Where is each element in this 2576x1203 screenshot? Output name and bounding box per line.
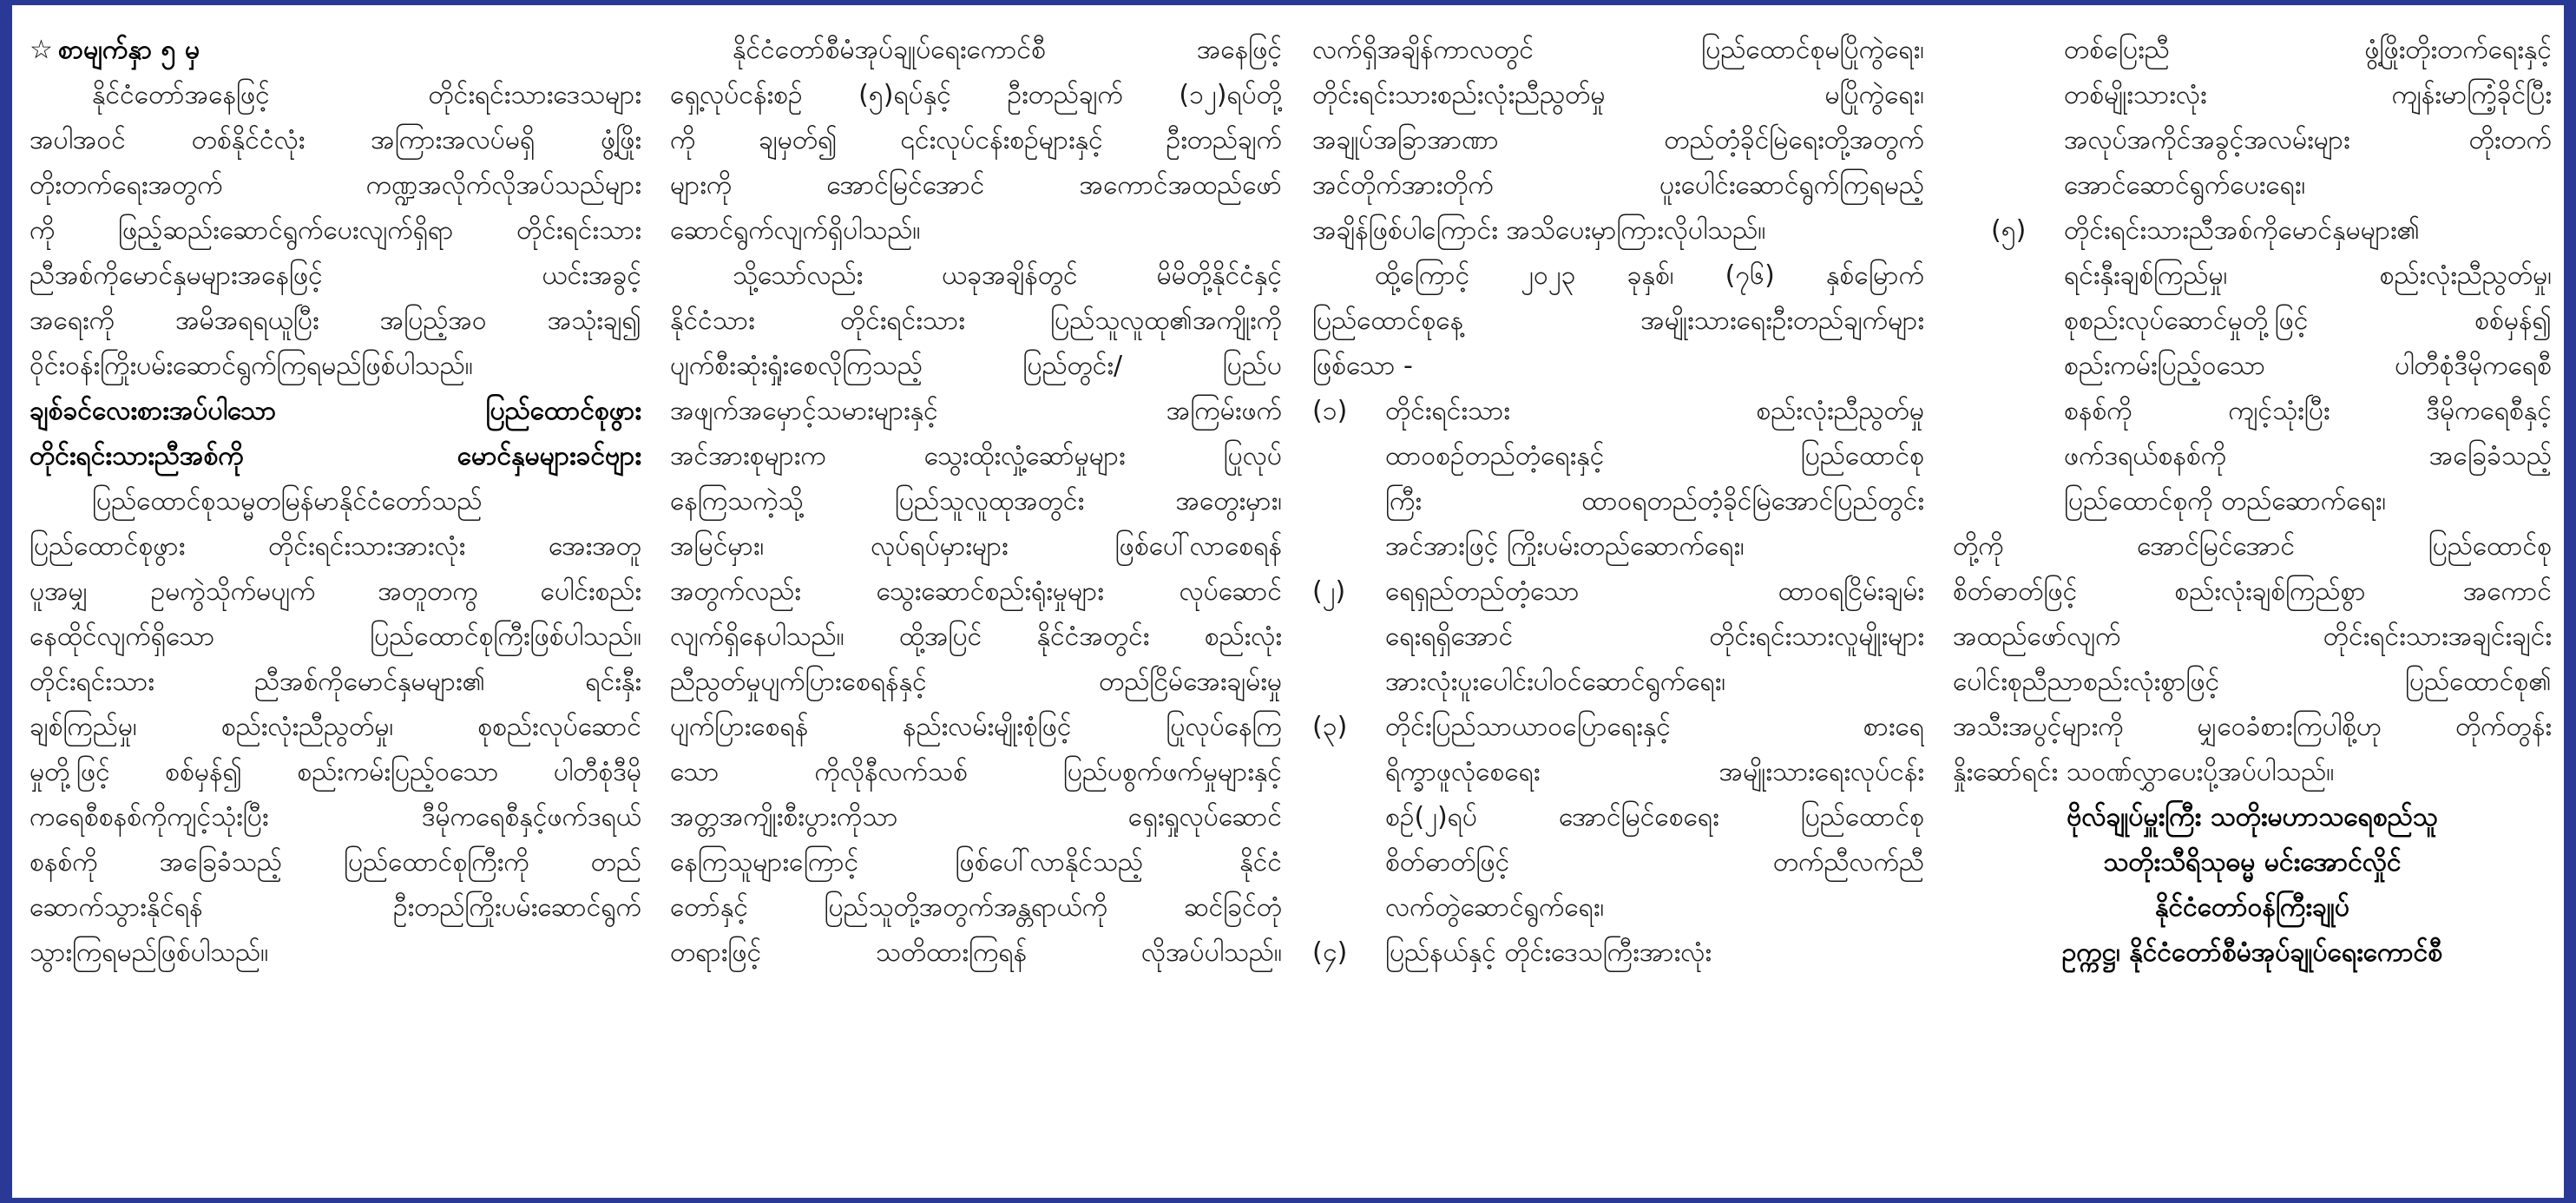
list-item-1	[1312, 389, 1924, 434]
continuation-heading-text: စာမျက်နှာ ၅ မှ	[57, 35, 200, 65]
text-line: ညီအစ်ကိုမောင်နှမများအနေဖြင့် ယင်းအခွင့်	[30, 260, 641, 291]
text-line: ကြီး ထာဝရတည်တံ့ခိုင်မြဲအောင်ပြည်တွင်း	[1385, 486, 1924, 516]
text-line: အမြင်မှား၊ လုပ်ရပ်မှားများ ဖြစ်ပေါ်လာစေရန်	[670, 531, 1282, 562]
text-line: ဖြစ်သော -	[1312, 351, 1413, 381]
text-line: တိုင်းရင်းသား ညီအစ်ကိုမောင်နှမများ၏ ရင်းနှီး	[30, 667, 641, 697]
text-line: အပါအဝင် တစ်နိုင်ငံလုံး အကြားအလပ်မရှိ ဖွံ့ဖြိုး	[30, 125, 641, 155]
text-line: ဆောက်သွားနိုင်ရန် ဦးတည်ကြိုးပမ်းဆောင်ရွက်	[30, 892, 641, 923]
text-line: အရေးကို အမိအရရယူပြီး အပြည့်အဝ အသုံးချ၍	[30, 306, 641, 336]
text-line: အထည်ဖော်လျက် တိုင်းရင်းသားအချင်းချင်း	[1953, 621, 2552, 652]
text-line: ဖက်ဒရယ်စနစ်ကို အခြေခံသည့်	[2064, 441, 2552, 471]
text-line: ရှေ့လုပ်ငန်းစဉ် (၅)ရပ်နှင့် ဦးတည်ချက် (၁၂)ရပ်တို့	[670, 80, 1282, 110]
text-line: တော်နှင့် ပြည်သူတို့အတွက်အန္တရာယ်ကို ဆင်ခြင်တုံ	[670, 892, 1282, 923]
text-line: ဆောင်ရွက်လျက်ရှိပါသည်။	[670, 215, 921, 246]
text-line: မှုတို့ဖြင့် စစ်မှန်၍ စည်းကမ်းပြည့်ဝသော ပါတီစုံဒီမို	[30, 757, 641, 787]
text-line: အချိန်ဖြစ်ပါကြောင်း အသိပေးမှာကြားလိုပါသည်။	[1312, 215, 1766, 246]
signature-title: ဗိုလ်ချုပ်မှူးကြီး သတိုးမဟာသရေစည်သူ	[2067, 802, 2438, 832]
continuation-heading	[30, 28, 641, 73]
text-line: သို့သော်လည်း ယခုအချိန်တွင် မိမိတို့နိုင်ငံနှင့်	[733, 260, 1282, 291]
list-number: (၂)	[1312, 576, 1346, 607]
list-text: ရေရှည်တည်တံ့သော ထာဝရငြိမ်းချမ်း	[1385, 576, 1924, 607]
list-number: (၁)	[1312, 396, 1348, 426]
text-line: ပြည်ထောင်စုနေ့ အမျိုးသားရေးဦးတည်ချက်များ	[1312, 306, 1924, 336]
text-line: ကရေစီစနစ်ကိုကျင့်သုံးပြီး ဒီမိုကရေစီနှင့်ဖက်ဒရယ်	[30, 802, 641, 832]
text-line: အောင်ဆောင်ရွက်ပေးရေး၊	[2064, 170, 2306, 200]
text-line: နေကြသကဲ့သို့ ပြည်သူလူထုအတွင်း အတွေးမှား၊	[670, 486, 1282, 516]
subheading: တိုင်းရင်းသားညီအစ်ကို မောင်နှမများခင်ဗျား	[30, 441, 641, 471]
text-line: ဝိုင်းဝန်းကြိုးပမ်းဆောင်ရွက်ကြရမည်ဖြစ်ပါသည်။	[30, 351, 473, 381]
text-line: စနစ်ကို အခြေခံသည့် ပြည်ထောင်စုကြီးကို တည်	[30, 847, 641, 878]
text-line: နှိုးဆော်ရင်း သဝဏ်လွှာပေးပို့အပ်ပါသည်။	[1953, 757, 2335, 787]
text-line: နိုင်ငံတော်စီမံအုပ်ချုပ်ရေးကောင်စီ အနေဖြင့်	[733, 35, 1282, 65]
text-line: သော ကိုလိုနီလက်သစ် ပြည်ပစွက်ဖက်မှုများနှင့်	[670, 757, 1282, 787]
list-number: (၃)	[1312, 712, 1348, 742]
text-line: အင်တိုက်အားတိုက် ပူးပေါင်းဆောင်ရွက်ကြရမည့်	[1312, 170, 1924, 200]
text-line: ပြည်ထောင်စုဖွား တိုင်းရင်းသားအားလုံး အေးအတူ	[30, 531, 641, 562]
text-line: များကို အောင်မြင်အောင် အကောင်အထည်ဖော်	[670, 170, 1282, 200]
text-line: ပျက်ပြားစေရန် နည်းလမ်းမျိုးစုံဖြင့် ပြုလုပ်နေကြ	[670, 712, 1282, 742]
text-line: ချစ်ကြည်မှု၊ စည်းလုံးညီညွတ်မှု၊ စုစည်းလုပ်ဆောင်	[30, 712, 641, 742]
text-line: ပြည်ထောင်စုကို တည်ဆောက်ရေး၊	[2064, 486, 2387, 516]
newspaper-page	[12, 5, 2564, 1198]
signature-position: နိုင်ငံတော်ဝန်ကြီးချုပ်	[2154, 892, 2350, 923]
text-line: အတွက်လည်း သွေးဆောင်စည်းရုံးမှုများ လုပ်ဆောင်	[670, 576, 1282, 607]
text-line: အားလုံးပူးပေါင်းပါဝင်ဆောင်ရွက်ရေး၊	[1385, 667, 1726, 697]
column-3	[1312, 28, 1924, 1186]
text-line: တစ်ပြေးညီ ဖွံ့ဖြိုးတိုးတက်ရေးနှင့်	[2064, 35, 2552, 65]
text-line: ကို ဖြည့်ဆည်းဆောင်ရွက်ပေးလျက်ရှိရာ တိုင်းရင်းသား	[30, 215, 641, 246]
text-line: နိုင်ငံသား တိုင်းရင်းသား ပြည်သူလူထု၏အကျိုးကို	[670, 306, 1282, 336]
text-line: အသီးအပွင့်များကို မျှဝေခံစားကြပါစို့ဟု တိုက်တွန်း	[1953, 712, 2552, 742]
text-line: ထာဝစဉ်တည်တံ့ရေးနှင့် ပြည်ထောင်စု	[1385, 441, 1924, 471]
signature-name: သတိုးသီရိသုဓမ္မ မင်းအောင်လှိုင်	[2103, 847, 2402, 878]
text-line: နေကြသူများကြောင့် ဖြစ်ပေါ်လာနိုင်သည့် နိုင်ငံ	[670, 847, 1282, 878]
text-line: အဖျက်အမှောင့်သမားများနှင့် အကြမ်းဖက်	[670, 396, 1282, 426]
text-line: စိတ်ဓာတ်ဖြင့် တက်ညီလက်ညီ	[1385, 847, 1924, 878]
list-text: ပြည်နယ်နှင့် တိုင်းဒေသကြီးအားလုံး	[1385, 937, 1712, 968]
text-line: ပြည်ထောင်စုသမ္မတမြန်မာနိုင်ငံတော်သည်	[92, 486, 483, 516]
text-line: တိုးတက်ရေးအတွက် ကဏ္ဍအလိုက်လိုအပ်သည်များ	[30, 170, 641, 200]
text-line: တစ်မျိုးသားလုံး ကျန်းမာကြံ့ခိုင်ပြီး	[2064, 80, 2552, 110]
text-line: အတ္တအကျိုးစီးပွားကိုသာ ရှေးရှုလုပ်ဆောင်	[670, 802, 1282, 832]
text-line: စိတ်ဓာတ်ဖြင့် စည်းလုံးချစ်ကြည်စွာ အကောင်	[1953, 576, 2552, 607]
text-line: အလုပ်အကိုင်အခွင့်အလမ်းများ တိုးတက်	[2064, 125, 2552, 155]
list-number: (၄)	[1312, 937, 1348, 968]
list-item-5	[1953, 208, 2552, 253]
text-line: ပူအမျှ ဥမကွဲသိုက်မပျက် အတူတကွ ပေါင်းစည်း	[30, 576, 641, 607]
text-line: နိုင်ငံတော်အနေဖြင့် တိုင်းရင်းသားဒေသများ	[92, 80, 641, 110]
list-item-3	[1312, 705, 1924, 750]
text-line: စုစည်းလုပ်ဆောင်မှုတို့ဖြင့် စစ်မှန်၍	[2064, 306, 2552, 336]
list-text: တိုင်းရင်းသားညီအစ်ကိုမောင်နှမများ၏	[2064, 215, 2421, 246]
text-line: ထို့ကြောင့် ၂၀၂၃ ခုနှစ်၊ (၇၆) နှစ်မြောက်	[1375, 260, 1924, 291]
text-line: ပျက်စီးဆုံးရှုံးစေလိုကြသည့် ပြည်တွင်း/ ပြည်ပ	[670, 351, 1282, 381]
text-line: ညီညွတ်မှုပျက်ပြားစေရန်နှင့် တည်ငြိမ်အေးချမ်းမှု	[670, 667, 1282, 697]
list-text: တိုင်းရင်းသား စည်းလုံးညီညွတ်မှု	[1385, 396, 1924, 426]
text-line: လက်တွဲဆောင်ရွက်ရေး၊	[1385, 892, 1605, 923]
list-text: တိုင်းပြည်သာယာဝပြောရေးနှင့် စားရေ	[1385, 712, 1924, 742]
text-line: ကို ချမှတ်၍ ၎င်းလုပ်ငန်းစဉ်များနှင့် ဦးတည်ချက်	[670, 125, 1282, 155]
text-line: လျက်ရှိနေပါသည်။ ထို့အပြင် နိုင်ငံအတွင်း စည်းလုံး	[670, 621, 1282, 652]
text-line: နေထိုင်လျက်ရှိသော ပြည်ထောင်စုကြီးဖြစ်ပါသည်။	[30, 621, 641, 652]
column-1	[30, 28, 641, 1186]
column-4	[1953, 28, 2552, 1186]
subheading: ချစ်ခင်လေးစားအပ်ပါသော ပြည်ထောင်စုဖွား	[30, 396, 641, 426]
list-item-2	[1312, 569, 1924, 615]
text-line: တိုင်းရင်းသားစည်းလုံးညီညွတ်မှု မပြိုကွဲရေး၊	[1312, 80, 1924, 110]
text-line: အင်အားစုများက သွေးထိုးလှုံ့ဆော်မှုများ ပြုလုပ်	[670, 441, 1282, 471]
list-item-4	[1312, 930, 1924, 976]
column-2	[670, 28, 1282, 1186]
signature-council: ဥက္ကဋ္ဌ၊ နိုင်ငံတော်စီမံအုပ်ချုပ်ရေးကောင်စီ	[2061, 937, 2443, 968]
text-line: စဉ်(၂)ရပ် အောင်မြင်စေရေး ပြည်ထောင်စု	[1385, 802, 1924, 832]
text-line: လက်ရှိအချိန်ကာလတွင် ပြည်ထောင်စုမပြိုကွဲရေး၊	[1312, 35, 1924, 65]
text-line: ပေါင်းစုညီညာစည်းလုံးစွာဖြင့် ပြည်ထောင်စု၏	[1953, 667, 2552, 697]
text-line: သွားကြရမည်ဖြစ်ပါသည်။	[30, 937, 269, 968]
text-line: အင်အားဖြင့် ကြိုးပမ်းတည်ဆောက်ရေး၊	[1385, 531, 1745, 562]
text-line: ရိက္ခာဖူလုံစေရေး အမျိုးသားရေးလုပ်ငန်း	[1385, 757, 1924, 787]
text-line: တရားဖြင့် သတိထားကြရန် လိုအပ်ပါသည်။	[670, 937, 1282, 968]
text-line: စည်းကမ်းပြည့်ဝသော ပါတီစုံဒီမိုကရေစီ	[2064, 351, 2552, 381]
star-outline-icon: ☆	[30, 35, 53, 65]
list-number: (၅)	[1991, 215, 2027, 246]
text-line: စနစ်ကို ကျင့်သုံးပြီး ဒီမိုကရေစီနှင့်	[2064, 396, 2552, 426]
text-line: ရေးရရှိအောင် တိုင်းရင်းသားလူမျိုးများ	[1385, 621, 1924, 652]
text-line: ရင်းနှီးချစ်ကြည်မှု၊ စည်းလုံးညီညွတ်မှု၊	[2064, 260, 2552, 291]
text-line: အချုပ်အခြာအာဏာ တည်တံ့ခိုင်မြဲရေးတို့အတွက်	[1312, 125, 1924, 155]
text-line: တို့ကို အောင်မြင်အောင် ပြည်ထောင်စု	[1953, 531, 2552, 562]
